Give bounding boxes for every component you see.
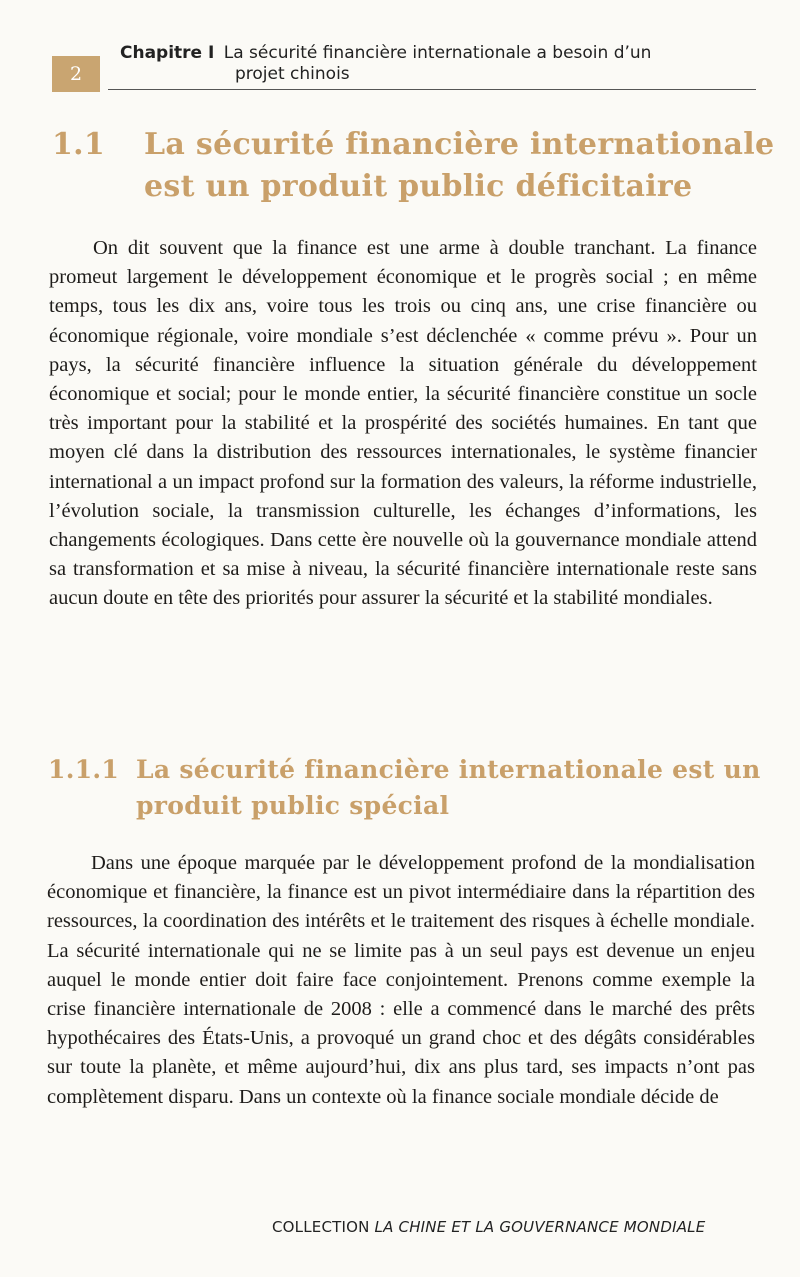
footer-collection-title: LA CHINE ET LA GOUVERNANCE MONDIALE: [374, 1218, 706, 1236]
subsection-paragraph: Dans une époque marquée par le développement profond de la mondialisation économique et financière, la finance est un pivot intermédiaire dans la répartition des ressources, la coordination des intérêts et le traitement des risques à échelle mondiale. La sécurité internationale qui ne se limite pas à un seul pays est devenue un enjeu auquel le monde entier doit faire face conjointement. Prenons comme exemple la crise financière internationale de 2008 : elle a commencé dans le marché des prêts hypothécaires des États-Unis, a provoqué un grand choc et des dégâts considérables sur toute la planète, et même aujourd’hui, dix ans plus tard, ses impacts n’ont pas complètement disparu. Dans un contexte où la finance sociale mondiale décide de: [47, 852, 755, 1108]
section-title-line1: La sécurité financière internationale: [144, 127, 775, 162]
running-header: [52, 40, 757, 100]
subsection-title-line1: La sécurité financière internationale est un: [136, 755, 761, 784]
chapter-label: Chapitre I: [120, 43, 215, 63]
footer-collection-prefix: COLLECTION: [272, 1218, 375, 1236]
chapter-title-line1: La sécurité financière internationale a besoin d’un: [223, 43, 652, 63]
subsection-title-line2: produit public spécial: [136, 791, 450, 820]
header-rule: [108, 89, 756, 90]
chapter-header: [120, 43, 651, 85]
collection-footer: [272, 1218, 705, 1236]
section-title-line2: est un produit public déficitaire: [144, 169, 693, 204]
section-paragraph: On dit souvent que la finance est une arme à double tranchant. La finance promeut largement le développement économique et le progrès social ; en même temps, tous les dix ans, voire tous les trois ou cinq ans, une crise financière ou économique régionale, voire mondiale s’est déclenchée « comme prévu ». Pour un pays, la sécurité financière influence la situation générale du développement économique et social; pour le monde entier, la sécurité financière constitue un socle très important pour la stabilité et la prospérité des sociétés humaines. En tant que moyen clé dans la distribution des ressources internationales, le système financier international a un impact profond sur la formation des valeurs, la réforme industrielle, l’évolution sociale, la transmission culturelle, les échanges d’informations, les changements écologiques. Dans cette ère nouvelle où la gouvernance mondiale attend sa transformation et sa mise à niveau, la sécurité financière internationale reste sans aucun doute en tête des priorités pour assurer la sécurité et la stabilité mondiales.: [49, 237, 757, 610]
subsection-number: 1.1.1: [48, 755, 120, 784]
page-number: 2: [52, 56, 100, 92]
chapter-title-line2: projet chinois: [235, 64, 350, 84]
section-number: 1.1: [52, 127, 106, 162]
